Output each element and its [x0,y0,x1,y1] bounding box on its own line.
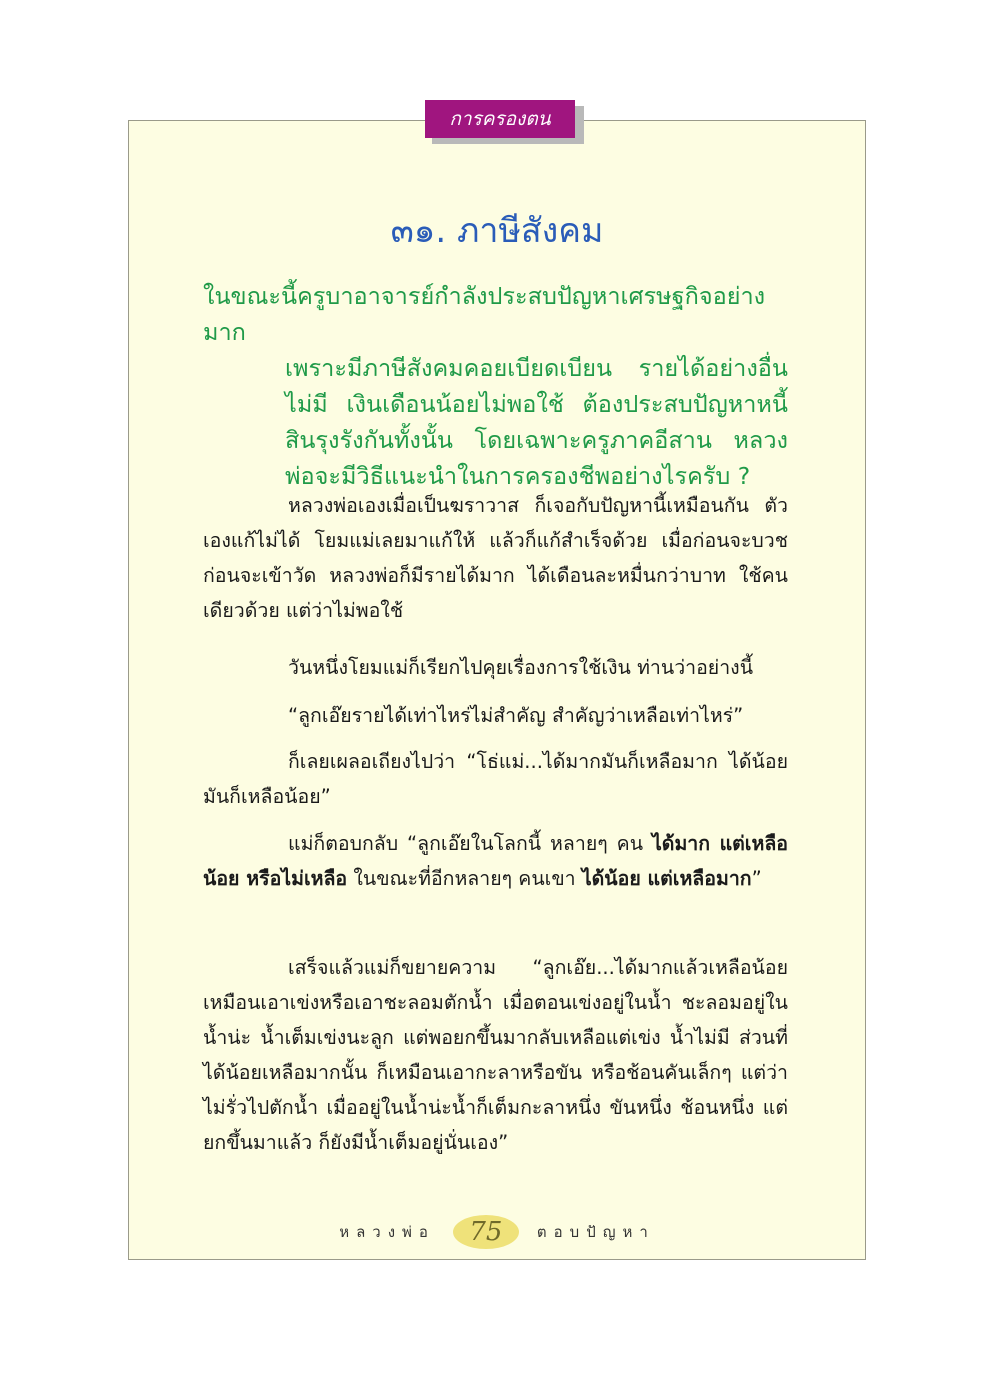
page-number: 75 [453,1215,519,1249]
article-title: ๓๑. ภาษีสังคม [390,211,604,251]
body-paragraph-1 [203,488,788,628]
footer-left-text: หลวงพ่อ [339,1223,435,1241]
paragraph-text-part: แม่ก็ตอบกลับ “ลูกเอ๊ยในโลกนี้ หลายๆ คน [288,832,652,855]
body-paragraph-6 [203,950,788,1160]
paragraph-text: หลวงพ่อเองเมื่อเป็นฆราวาส ก็เจอกับปัญหานี้เหมือนกัน ตัวเองแก้ไม่ได้ โยมแม่เลยมาแก้ให้ แล้วก็แก้สำเร็จด้วย เมื่อก่อนจะบวช ก่อนจะเข้าวัด หลวงพ่อก็มีรายได้มาก ได้เดือนละหมื่นกว่าบาท ใช้คนเดียวด้วย แต่ว่าไม่พอใช้ [203,494,788,622]
paragraph-text: เสร็จแล้วแม่ก็ขยายความ “ลูกเอ๊ย...ได้มากแล้วเหลือน้อยเหมือนเอาเข่งหรือเอาชะลอมตักน้ำ เมื่อตอนเข่งอยู่ในน้ำ ชะลอมอยู่ในน้ำน่ะ น้ำเต็มเข่งนะลูก แต่พอยกขึ้นมากลับเหลือแต่เข่ง น้ำไม่มี ส่วนที่ได้น้อยเหลือมากนั้น ก็เหมือนเอากะลาหรือขัน หรือช้อนคันเล็กๆ แต่ว่าไม่รั่วไปตักน้ำ เมื่ออยู่ในน้ำน่ะน้ำก็เต็มกะลาหนึ่ง ขันหนึ่ง ช้อนหนึ่ง แต่ยกขึ้นมาแล้ว ก็ยังมีน้ำเต็มอยู่นั่นเอง” [203,956,788,1154]
body-paragraph-3 [203,698,788,733]
body-paragraph-5 [203,826,788,896]
paragraph-text-part: ในขณะที่อีกหลายๆ คนเขา [347,867,582,890]
question-block [203,278,788,494]
section-tag: การครองตน [425,100,575,138]
body-paragraph-2 [203,650,788,685]
footer-right-text: ตอบปัญหา [536,1223,655,1241]
question-continuation: เพราะมีภาษีสังคมคอยเบียดเบียน รายได้อย่างอื่นไม่มี เงินเดือนน้อยไม่พอใช้ ต้องประสบปัญหาหนี้สินรุงรังกันทั้งนั้น โดยเฉพาะครูภาคอีสาน หลวงพ่อจะมีวิธีแนะนำในการครองชีพอย่างไรครับ ? [285,354,788,490]
paragraph-text-part: ” [751,867,762,890]
page-footer [128,1212,866,1252]
paragraph-text: วันหนึ่งโยมแม่ก็เรียกไปคุยเรื่องการใช้เงิน ท่านว่าอย่างนี้ [288,656,754,679]
paragraph-text: ก็เลยเผลอเถียงไปว่า “โธ่แม่...ได้มากมันก็เหลือมาก ได้น้อยมันก็เหลือน้อย” [203,750,788,808]
paragraph-bold-text: ได้มาก แต่เหลือน้อย หรือไม่เหลือ [203,832,788,890]
paragraph-text [203,826,788,896]
body-paragraph-4 [203,744,788,814]
question-first-line: ในขณะนี้ครูบาอาจารย์กำลังประสบปัญหาเศรษฐกิจอย่างมาก [203,282,766,346]
paragraph-bold-text: ได้น้อย แต่เหลือมาก [581,867,752,890]
paragraph-text: “ลูกเอ๊ยรายได้เท่าไหร่ไม่สำคัญ สำคัญว่าเหลือเท่าไหร่” [288,704,744,727]
